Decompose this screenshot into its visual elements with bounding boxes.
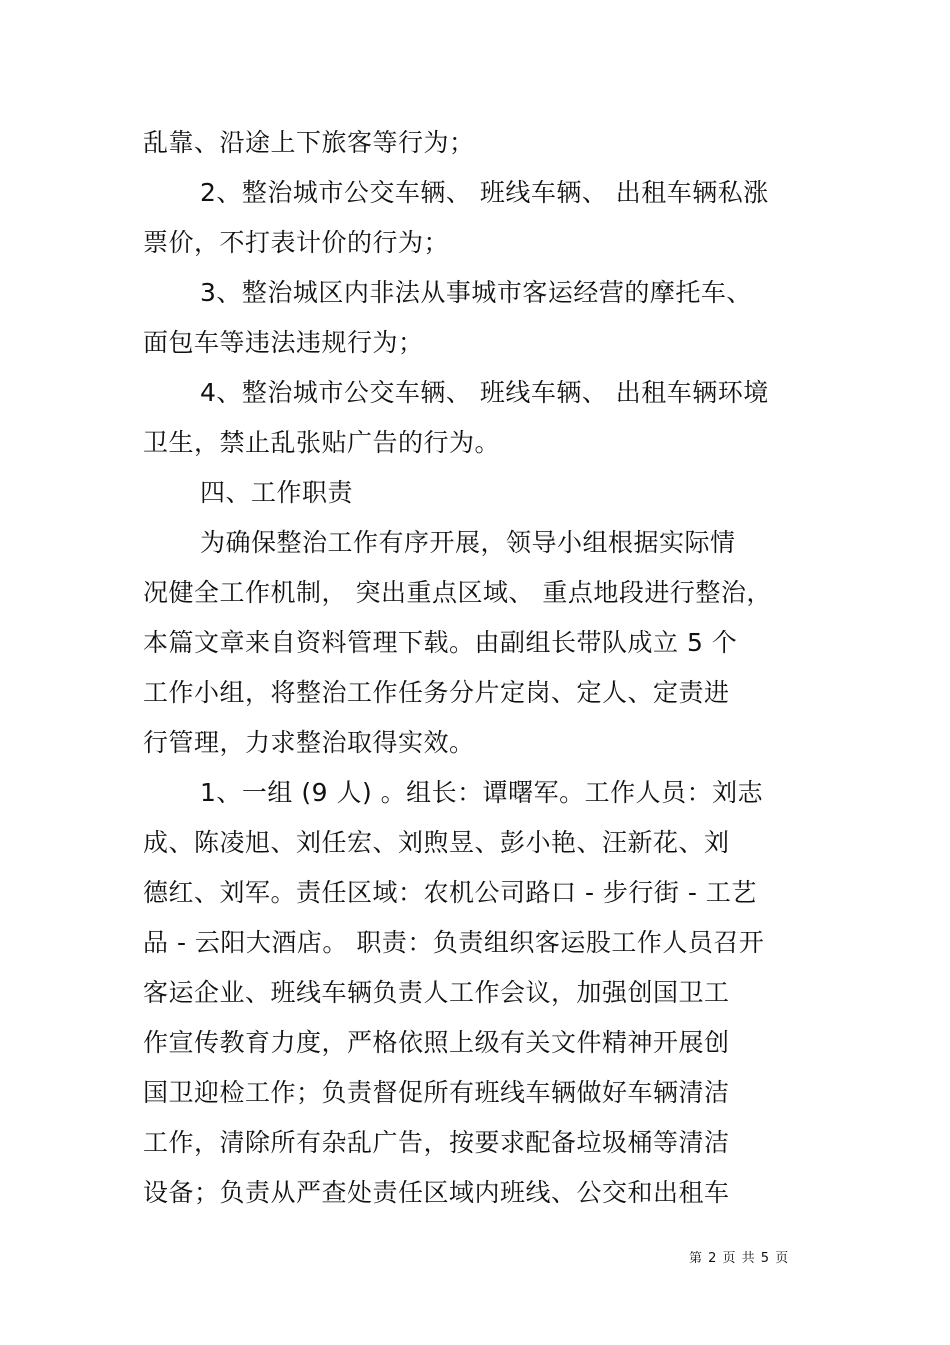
text-line: 乱靠、沿途上下旅客等行为； bbox=[143, 128, 475, 157]
text-line: 况健全工作机制， 突出重点区域、 重点地段进行整治， bbox=[143, 578, 772, 607]
text-line: 成、陈凌旭、刘任宏、刘煦昱、彭小艳、汪新花、刘 bbox=[143, 828, 730, 857]
text-line: 本篇文章来自资料管理下载。由副组长带队成立 5 个 bbox=[143, 628, 738, 657]
text-line: 卫生，禁止乱张贴广告的行为。 bbox=[143, 428, 501, 457]
text-line: 4、整治城市公交车辆、 班线车辆、 出租车辆环境 bbox=[200, 378, 769, 407]
text-line: 为确保整治工作有序开展，领导小组根据实际情 bbox=[200, 528, 736, 557]
text-line: 工作，清除所有杂乱广告，按要求配备垃圾桶等清洁 bbox=[143, 1128, 730, 1157]
text-line: 品 - 云阳大酒店。 职责：负责组织客运股工作人员召开 bbox=[143, 928, 765, 957]
text-line: 面包车等违法违规行为； bbox=[143, 328, 424, 357]
text-line: 客运企业、班线车辆负责人工作会议，加强创国卫工 bbox=[143, 978, 730, 1007]
document-body bbox=[143, 118, 813, 1218]
text-line: 1、一组 (9 人) 。组长：谭曙军。工作人员：刘志 bbox=[200, 778, 764, 807]
text-line: 票价，不打表计价的行为； bbox=[143, 228, 450, 257]
text-line: 作宣传教育力度，严格依照上级有关文件精神开展创 bbox=[143, 1028, 730, 1057]
text-line: 四、工作职责 bbox=[200, 478, 354, 507]
text-line: 工作小组，将整治工作任务分片定岗、定人、定责进 bbox=[143, 678, 730, 707]
text-line: 2、整治城市公交车辆、 班线车辆、 出租车辆私涨 bbox=[200, 178, 769, 207]
text-line: 3、整治城区内非法从事城市客运经营的摩托车、 bbox=[200, 278, 752, 307]
text-line: 德红、刘军。责任区域：农机公司路口 - 步行街 - 工艺 bbox=[143, 878, 757, 907]
text-line: 设备；负责从严查处责任区域内班线、公交和出租车 bbox=[143, 1178, 730, 1207]
text-line: 国卫迎检工作；负责督促所有班线车辆做好车辆清洁 bbox=[143, 1078, 730, 1107]
page-number-footer: 第 2 页 共 5 页 bbox=[689, 1251, 790, 1266]
text-line: 行管理，力求整治取得实效。 bbox=[143, 728, 475, 757]
